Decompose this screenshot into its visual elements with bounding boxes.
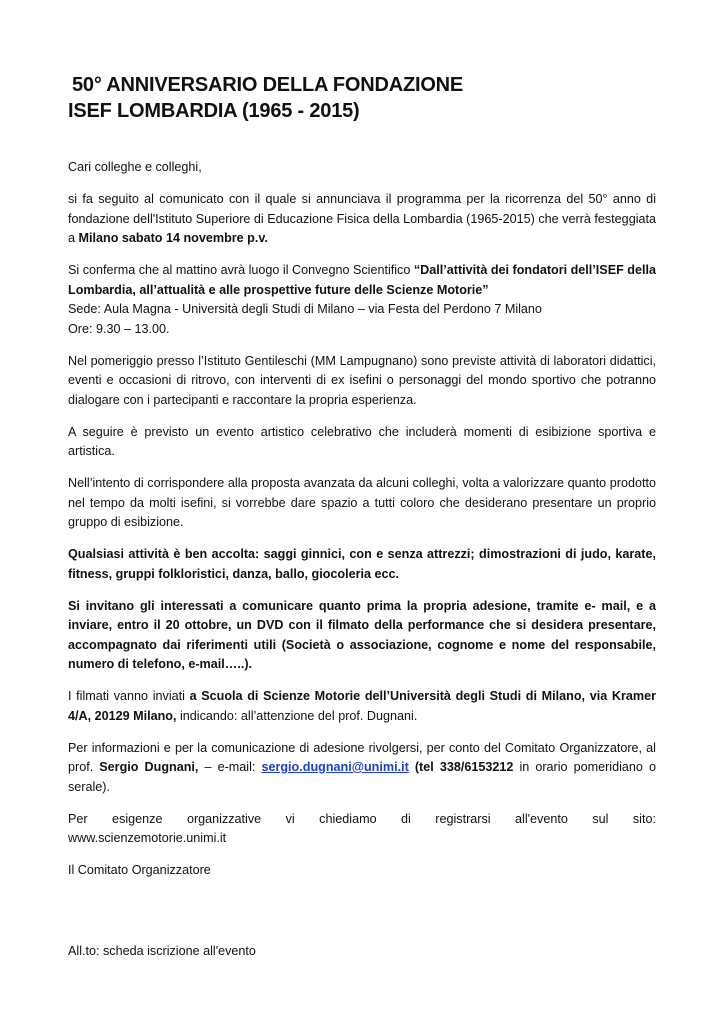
shipping-address: a Scuola di Scienze Motorie dell’Università degli Studi di Milano, via Kramer 4/A, 20129 Milano, bbox=[68, 689, 656, 723]
paragraph-registration bbox=[68, 810, 656, 849]
paragraph-artistic-event: A seguire è previsto un evento artistico celebrativo che includerà momenti di esibizione sportiva e artistica. bbox=[68, 424, 656, 458]
contact-email-label: – e-mail: bbox=[198, 760, 262, 774]
convegno-sede: Sede: Aula Magna - Università degli Studi di Milano – via Festa del Perdono 7 Milano bbox=[68, 302, 542, 316]
convegno-ore: Ore: 9.30 – 13.00. bbox=[68, 321, 170, 336]
paragraph-contact bbox=[68, 739, 656, 798]
title-line-2: ISEF LOMBARDIA (1965 - 2015) bbox=[68, 100, 360, 122]
registration-website[interactable]: www.scienzemotorie.unimi.it bbox=[68, 831, 227, 845]
title-line-1: 50° ANNIVERSARIO DELLA FONDAZIONE bbox=[72, 74, 464, 96]
convegno-title: “Dall’attività dei fondatori dell’ISEF della Lombardia, all’attualità e alle prospettive future delle Scienze Motorie” bbox=[68, 263, 656, 297]
paragraph-invitation: Si invitano gli interessati a comunicare quanto prima la propria adesione, tramite e- mail, e a inviare, entro il 20 ottobre, un DVD con il filmato della performance che si desidera presentare, accompagnato dai riferimenti utili (Società o associazione, cognome e nome del responsabile, numero di telefono, e-mail…..). bbox=[68, 598, 656, 671]
convegno-intro: Si conferma che al mattino avrà luogo il Convegno Scientifico bbox=[68, 263, 414, 277]
paragraph-shipping bbox=[68, 687, 656, 726]
contact-phone: (tel 338/6153212 bbox=[408, 760, 514, 774]
registration-text: Per esigenze organizzative vi chiediamo di registrarsi all'evento sul sito: bbox=[68, 811, 656, 826]
contact-name: Sergio Dugnani, bbox=[99, 760, 199, 774]
paragraph-announcement bbox=[68, 190, 656, 249]
letter-body bbox=[68, 158, 656, 893]
paragraph-afternoon: Nel pomeriggio presso l’Istituto Gentileschi (MM Lampugnano) sono previste attività di laboratori didattici, eventi e occasioni di ritrovo, con interventi di ex isefini o personaggi del mondo sportivo che potranno dialogare con i partecipanti e raccontare la propria esperienza. bbox=[68, 353, 656, 407]
document-title bbox=[68, 72, 668, 124]
paragraph-exhibition-groups: Nell’intento di corrispondere alla proposta avanzata da alcuni colleghi, volta a valorizzare quanto prodotto nel tempo da molti isefini, si vorrebbe dare spazio a tutti coloro che desiderano presentare un proprio gruppo di esibizione. bbox=[68, 476, 656, 529]
shipping-tail: indicando: all’attenzione del prof. Dugnani. bbox=[176, 708, 418, 723]
shipping-intro: I filmati vanno inviati bbox=[68, 689, 190, 703]
greeting: Cari colleghe e colleghi, bbox=[68, 160, 202, 174]
signature: Il Comitato Organizzatore bbox=[68, 863, 211, 877]
contact-tail: in orario pomeridiano o serale). bbox=[68, 760, 656, 794]
attachment-note: All.to: scheda iscrizione all'evento bbox=[68, 944, 256, 958]
contact-intro: Per informazioni e per la comunicazione di adesione rivolgersi, per conto del Comitato Organizzatore, al prof. bbox=[68, 740, 656, 774]
paragraph-convegno bbox=[68, 261, 656, 339]
event-date: Milano sabato 14 novembre p.v. bbox=[78, 231, 268, 245]
announcement-text: si fa seguito al comunicato con il quale si annunciava il programma per la ricorrenza del 50° anno di fondazione dell'Istituto Superiore di Educazione Fisica della Lombardia (1965-2015) che verrà festeggiata a bbox=[68, 192, 656, 245]
paragraph-activities: Qualsiasi attività è ben accolta: saggi ginnici, con e senza attrezzi; dimostrazioni di judo, karate, fitness, gruppi folkloristici, danza, ballo, giocoleria ecc. bbox=[68, 547, 656, 581]
contact-email-link[interactable]: sergio.dugnani@unimi.it bbox=[261, 760, 409, 774]
